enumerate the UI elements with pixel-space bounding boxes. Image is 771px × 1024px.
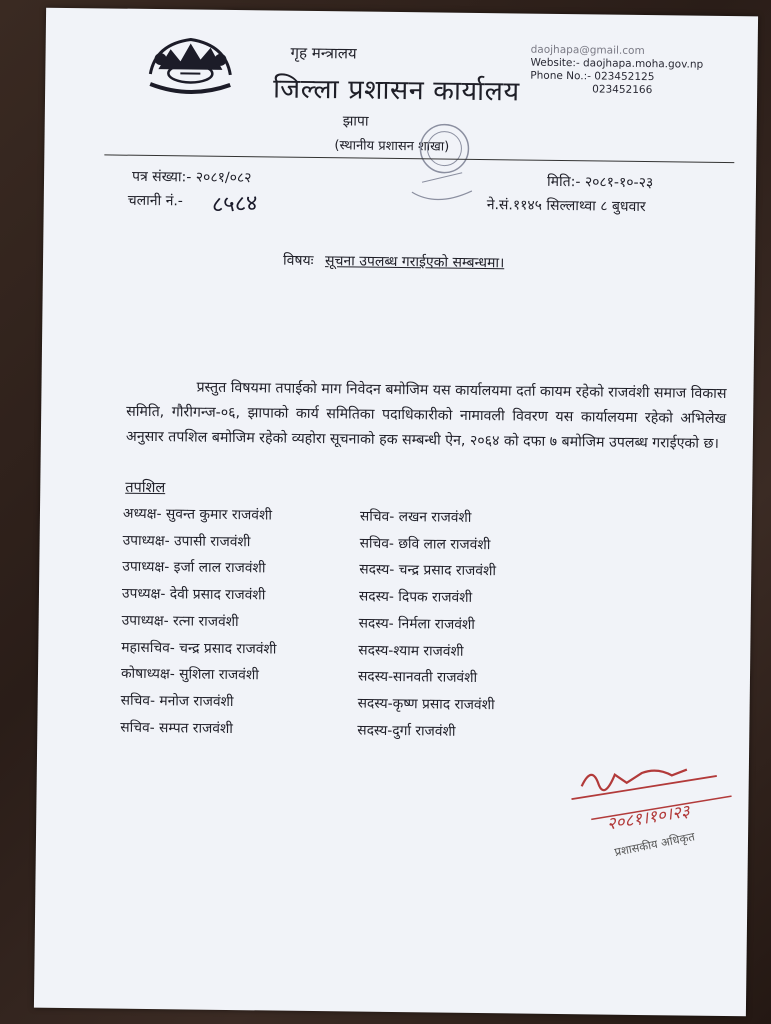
phone-text: Phone No.:- 023452125: [530, 69, 655, 84]
list-item: सदस्य-कृष्ण प्रसाद राजवंशी: [357, 695, 495, 714]
list-item: सचिव- लखन राजवंशी: [359, 508, 472, 526]
dispatch-number: ८५८४: [211, 191, 259, 218]
members-left-column: [120, 501, 278, 743]
district-name: झापा: [342, 113, 369, 130]
letter-body: प्रस्तुत विषयमा तपाईको माग निवेदन बमोजिम यस कार्यालयमा दर्ता कायम रहेको राजवंशी समाज विकास समिति, गौरीगन्ज-०६, झापाको कार्य समितिका पदाधिकारीको नामावली विवरण यस कार्यालयमा रहेको अभिलेख अनुसार तपशिल बमोजिम रहेको व्यहोरा सूचनाको हक सम्बन्धी ऐन, २०६४ को दफा ७ बमोजिम उपलब्ध गराईएको छ।: [125, 379, 727, 452]
phone-text-2: 023452166: [592, 83, 653, 97]
list-item: सदस्य-सानवती राजवंशी: [357, 668, 478, 687]
list-item: सदस्य-श्याम राजवंशी: [358, 642, 464, 660]
subject-label: विषयः: [282, 252, 314, 269]
list-item: अध्यक्ष- सुवन्त कुमार राजवंशी: [122, 505, 273, 524]
letter-paper: [34, 8, 758, 1017]
contact-block: [530, 44, 703, 98]
ministry-name: गृह मन्त्रालय: [290, 43, 357, 63]
list-item: कोषाध्यक्ष- सुशिला राजवंशी: [120, 665, 259, 684]
letter-date: मिति:- २०८१-१०-२३: [546, 173, 654, 192]
list-item: उपध्यक्ष- देवी प्रसाद राजवंशी: [121, 585, 266, 604]
list-item: सचिव- छवि लाल राजवंशी: [359, 535, 491, 553]
list-heading: तपशिल: [125, 479, 166, 497]
letter-number: पत्र संख्या:- २०८१/०८२: [131, 168, 252, 187]
list-item: उपाध्यक्ष- उपासी राजवंशी: [122, 532, 251, 550]
list-item: सचिव- सम्पत राजवंशी: [120, 719, 234, 737]
branch-name: (स्थानीय प्रशासन शाखा): [334, 138, 450, 155]
members-right-column: [357, 504, 497, 746]
dispatch-label: चलानी नं.-: [127, 192, 184, 210]
list-item: महासचिव- चन्द्र प्रसाद राजवंशी: [121, 639, 277, 658]
list-item: सदस्य- दिपक राजवंशी: [358, 588, 473, 607]
office-stamp-icon: [382, 112, 493, 208]
signature-date: २०८१।१०।२३: [605, 801, 692, 835]
list-item: सदस्य-दुर्गा राजवंशी: [357, 722, 456, 740]
office-name: जिल्ला प्रशासन कार्यालय: [272, 73, 520, 108]
signatory-title: प्रशासकीय अधिकृत: [613, 829, 696, 860]
list-item: सदस्य- चन्द्र प्रसाद राजवंशी: [359, 561, 497, 580]
subject-text: सूचना उपलब्ध गराईएको सम्बन्धमा।: [324, 253, 505, 272]
nepal-emblem-icon: [140, 29, 241, 100]
nepal-samvat-date: ने.सं.११४५ सिल्लाथ्वा ८ बुधवार: [486, 197, 646, 216]
list-item: उपाध्यक्ष- रत्ना राजवंशी: [121, 612, 239, 630]
list-item: सचिव- मनोज राजवंशी: [120, 692, 234, 710]
email-text: daojhapa@gmail.com: [530, 43, 645, 58]
list-item: उपाध्यक्ष- इर्जा लाल राजवंशी: [122, 559, 266, 577]
website-text: Website:- daojhapa.moha.gov.np: [530, 56, 704, 71]
list-item: सदस्य- निर्मला राजवंशी: [358, 615, 475, 633]
